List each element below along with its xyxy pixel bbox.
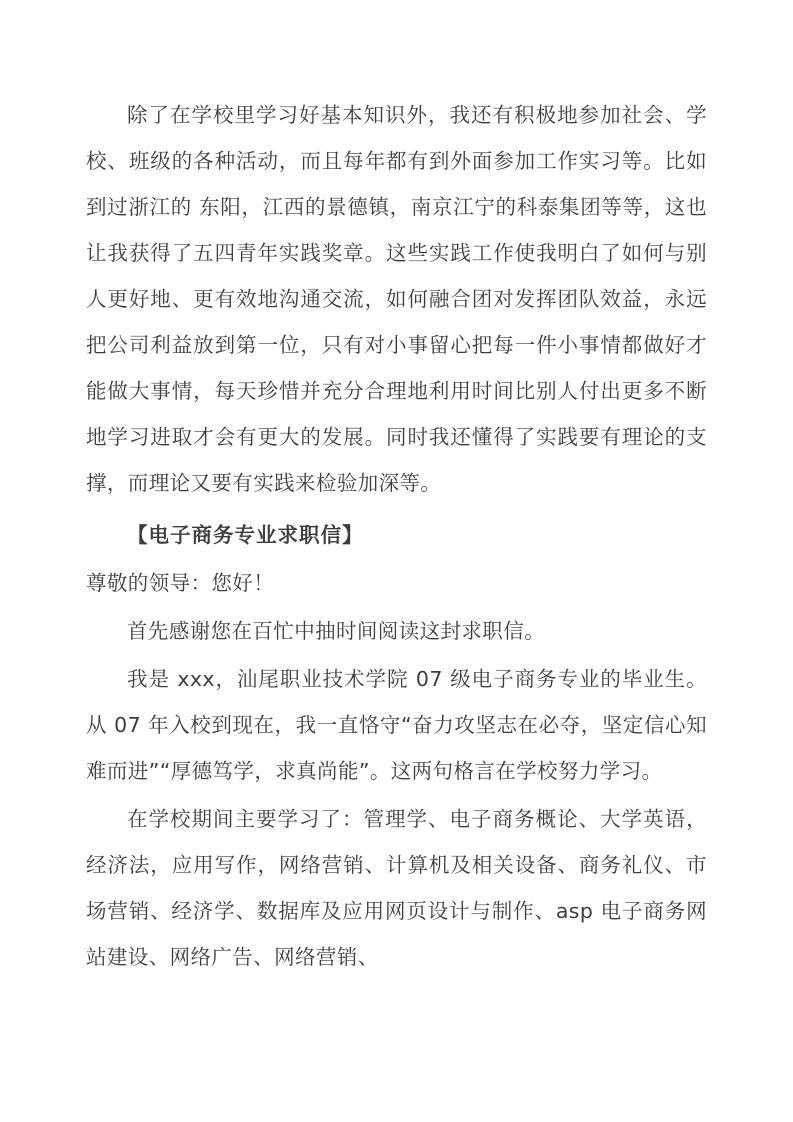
- paragraph-courses: 在学校期间主要学习了：管理学、电子商务概论、大学英语，经济法，应用写作，网络营销、计算机及相关设备、商务礼仪、市场营销、经济学、数据库及应用网页设计与制作、asp 电子商务网站建设、网络广告、网络营销、: [86, 807, 707, 969]
- paragraph-intro-activities: 除了在学校里学习好基本知识外，我还有积极地参加社会、学校、班级的各种活动，而且每年都有到外面参加工作实习等。比如到过浙江的 东阳，江西的景德镇，南京江宁的科泰集团等等，这也让我获得了五四青年实践奖章。这些实践工作使我明白了如何与别人更好地、更有效地沟通交流，如何融合团对发挥团队效益，永远把公司利益放到第一位，只有对小事留心把每一件小事情都做好才能做大事情，每天珍惜并充分合理地利用时间比别人付出更多不断地学习进取才会有更大的发展。同时我还懂得了实践要有理论的支撑，而理论又要有实践来检验加深等。: [86, 103, 707, 495]
- paragraph-thanks: 首先感谢您在百忙中抽时间阅读这封求职信。: [127, 619, 545, 643]
- section-heading-cover-letter: 【电子商务专业求职信】: [127, 523, 364, 547]
- paragraph-self-introduction: 我是 xxx，汕尾职业技术学院 07 级电子商务专业的毕业生。从 07 年入校到现在，我一直恪守“奋力攻坚志在必夺，坚定信心知难而进”“厚德笃学，求真尚能”。这两句格言在学校努力学习。: [86, 667, 707, 783]
- paragraph-salutation: 尊敬的领导：您好！: [86, 571, 275, 595]
- document-body: [86, 92, 707, 980]
